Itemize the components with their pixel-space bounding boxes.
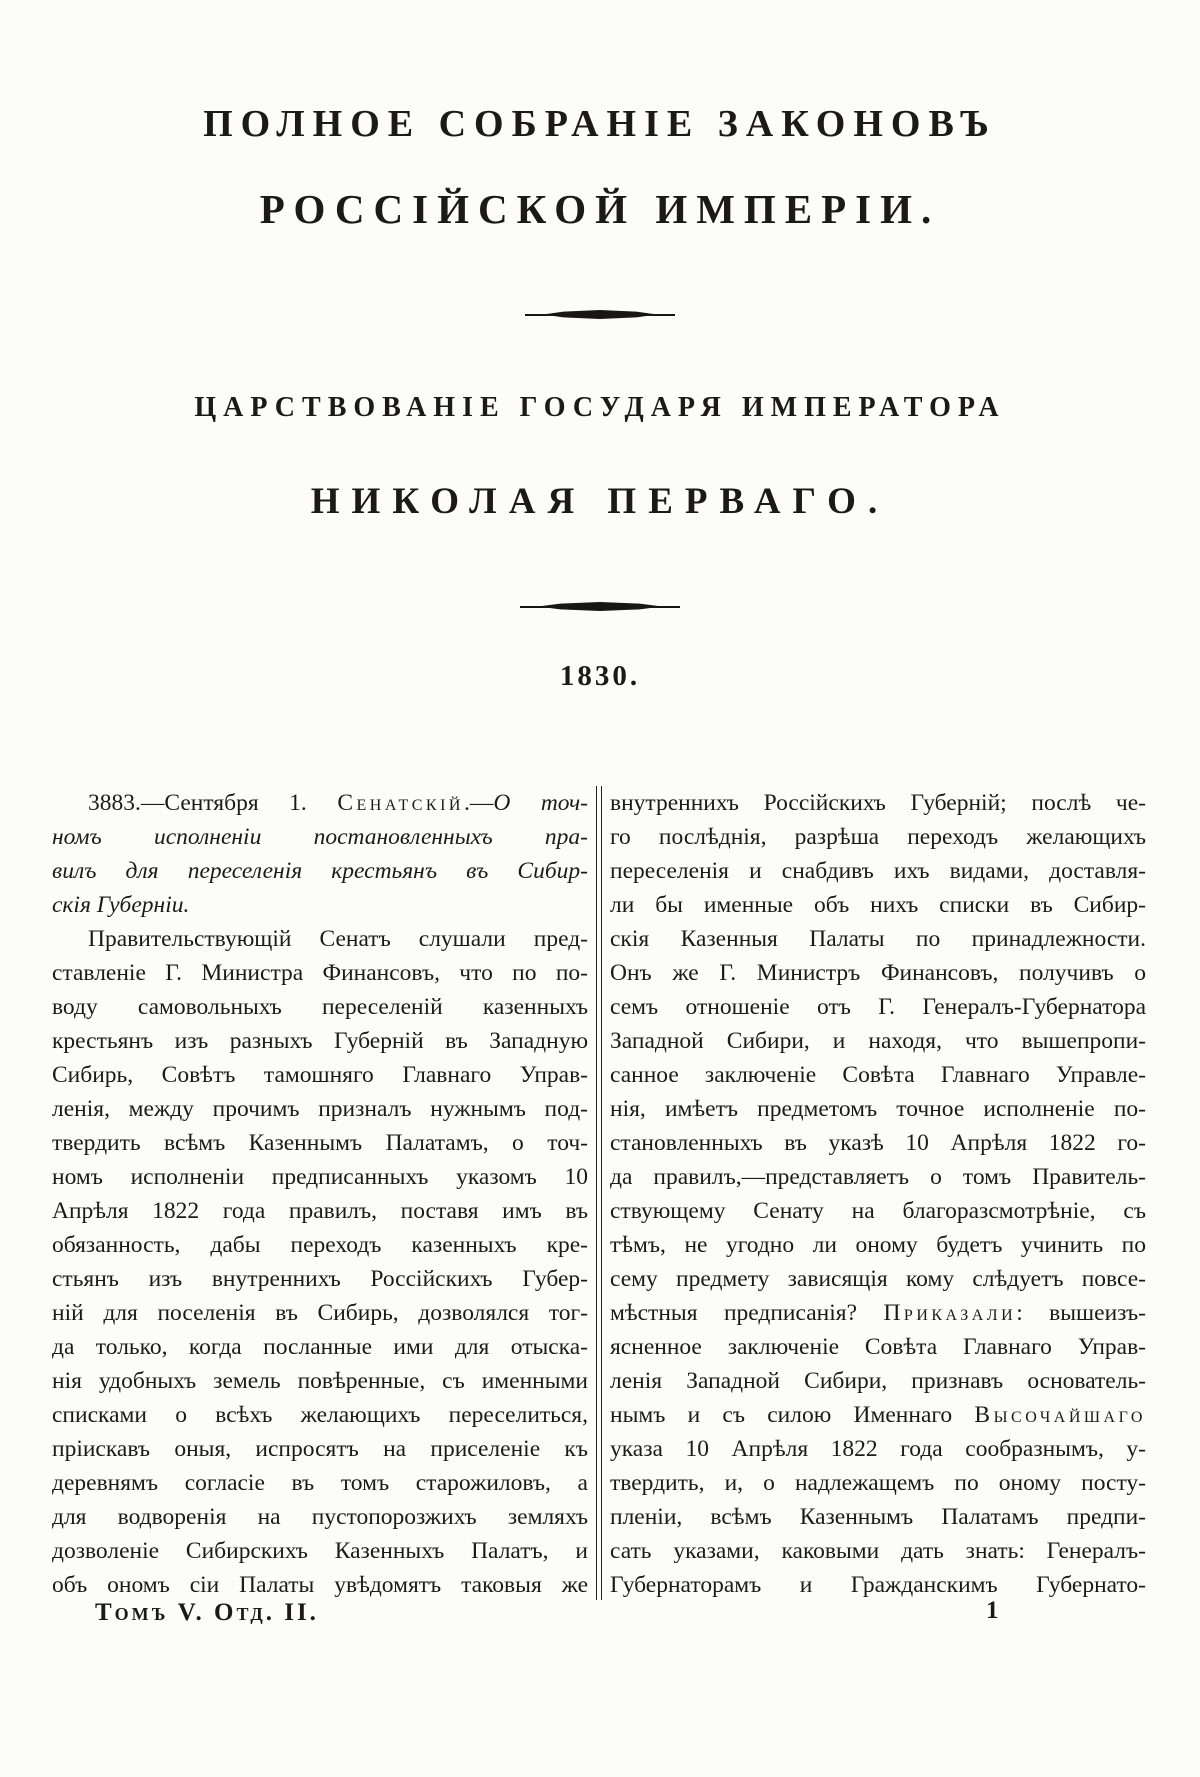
text-line: семъ отношеніе отъ Г. Генералъ-Губернатора: [610, 994, 1146, 1020]
text-line: нымъ и съ силою Именнаго Высочайшаго: [610, 1402, 1146, 1428]
text-line: твердить всѣмъ Казеннымъ Палатамъ, о точ-: [52, 1130, 588, 1156]
text-line: номъ исполненіи постановленныхъ пра-: [52, 824, 588, 850]
collection-title-line2: РОССІЙСКОЙ ИМПЕРІИ.: [259, 186, 941, 232]
text-line: 3883.—Сентября 1. Сенатскій.—О точ-: [88, 790, 588, 816]
text-line: объ ономъ сіи Палаты увѣдомятъ таковыя же: [52, 1572, 588, 1598]
page-number: 1: [986, 1597, 999, 1624]
text-line: да только, когда посланные ими для отыска-: [52, 1334, 588, 1360]
year-heading: 1830.: [559, 660, 641, 692]
ornament-rule-top: [525, 310, 675, 319]
text-line: деревнямъ согласіе въ томъ старожиловъ, а: [52, 1470, 588, 1496]
text-line: ній для поселенія въ Сибирь, дозволялся тог-: [52, 1300, 588, 1326]
text-line: Апрѣля 1822 года правилъ, поставя имъ въ: [52, 1198, 588, 1224]
text-line: тѣмъ, не угодно ли оному будетъ учинить по: [610, 1232, 1146, 1258]
left-column: [52, 786, 588, 1602]
text-line: ствующему Сенату на благоразсмотрѣніе, съ: [610, 1198, 1146, 1224]
text-line: ли бы именные объ нихъ списки въ Сибир-: [610, 892, 1146, 918]
text-line: ленія, между прочимъ призналъ нужнымъ под-: [52, 1096, 588, 1122]
ornament-rule-middle: [520, 602, 680, 611]
text-line: для водворенія на пустопорозжихъ земляхъ: [52, 1504, 588, 1530]
text-line: указа 10 Апрѣля 1822 года сообразнымъ, у-: [610, 1436, 1146, 1462]
text-line: скія Казенныя Палаты по принадлежности.: [610, 926, 1146, 952]
text-line: Западной Сибири, и находя, что вышепропи-: [610, 1028, 1146, 1054]
volume-footer-label: Томъ V. Отд. II.: [95, 1599, 319, 1626]
text-line: санное заключеніе Совѣта Главнаго Управле-: [610, 1062, 1146, 1088]
text-line: становленныхъ въ указѣ 10 Апрѣля 1822 го-: [610, 1130, 1146, 1156]
text-line: внутреннихъ Россійскихъ Губерній; послѣ че-: [610, 790, 1146, 816]
text-line: ленія Западной Сибири, признавъ основатель-: [610, 1368, 1146, 1394]
text-line: переселенія и снабдивъ ихъ видами, доставля-: [610, 858, 1146, 884]
text-line: го послѣднія, разрѣша переходъ желающихъ: [610, 824, 1146, 850]
text-line: нія, имѣетъ предметомъ точное исполненіе по-: [610, 1096, 1146, 1122]
text-line: крестьянъ изъ разныхъ Губерній въ Западную: [52, 1028, 588, 1054]
text-line: ясненное заключеніе Совѣта Главнаго Управ-: [610, 1334, 1146, 1360]
text-line: сему предмету зависящія кому слѣдуетъ повсе-: [610, 1266, 1146, 1292]
text-line: обязанность, дабы переходъ казенныхъ кре-: [52, 1232, 588, 1258]
text-line: Сибирь, Совѣтъ тамошняго Главнаго Управ-: [52, 1062, 588, 1088]
text-line: вилъ для переселенія крестьянъ въ Сибир-: [52, 858, 588, 884]
text-line: стьянъ изъ внутреннихъ Россійскихъ Губер-: [52, 1266, 588, 1292]
right-column: [610, 786, 1146, 1602]
text-line: нія удобныхъ земель повѣренные, съ именными: [52, 1368, 588, 1394]
text-line: пленіи, всѣмъ Казеннымъ Палатамъ предпи-: [610, 1504, 1146, 1530]
text-line: дозволеніе Сибирскихъ Казенныхъ Палатъ, и: [52, 1538, 588, 1564]
text-line: твердить, и, о надлежащемъ по оному посту-: [610, 1470, 1146, 1496]
text-line: ставленіе Г. Министра Финансовъ, что по по-: [52, 960, 588, 986]
text-line: сать указами, каковыми дать знать: Генералъ-: [610, 1538, 1146, 1564]
text-line: мѣстныя предписанія? Приказали: вышеизъ-: [610, 1300, 1146, 1326]
text-line: пріискавъ оныя, испросятъ на приселеніе къ: [52, 1436, 588, 1462]
column-divider-rule: [596, 786, 602, 1600]
text-line: скія Губерніи.: [52, 892, 190, 918]
text-line: Правительствующій Сенатъ слушали пред-: [88, 926, 588, 952]
text-line: да правилъ,—представляетъ о томъ Правитель-: [610, 1164, 1146, 1190]
text-line: Онъ же Г. Министръ Финансовъ, получивъ о: [610, 960, 1146, 986]
text-line: номъ исполненіи предписанныхъ указомъ 10: [52, 1164, 588, 1190]
text-line: списками о всѣхъ желающихъ переселиться,: [52, 1402, 588, 1428]
collection-title-line1: ПОЛНОЕ СОБРАНІЕ ЗАКОНОВЪ: [203, 103, 997, 145]
text-line: Губернаторамъ и Гражданскимъ Губернато-: [610, 1572, 1146, 1598]
reign-title-line1: ЦАРСТВОВАНІЕ ГОСУДАРЯ ИМПЕРАТОРА: [194, 392, 1006, 423]
text-line: воду самовольныхъ переселеній казенныхъ: [52, 994, 588, 1020]
two-column-text-block: [52, 786, 1148, 1602]
reign-title-line2: НИКОЛАЯ ПЕРВАГО.: [310, 481, 890, 522]
